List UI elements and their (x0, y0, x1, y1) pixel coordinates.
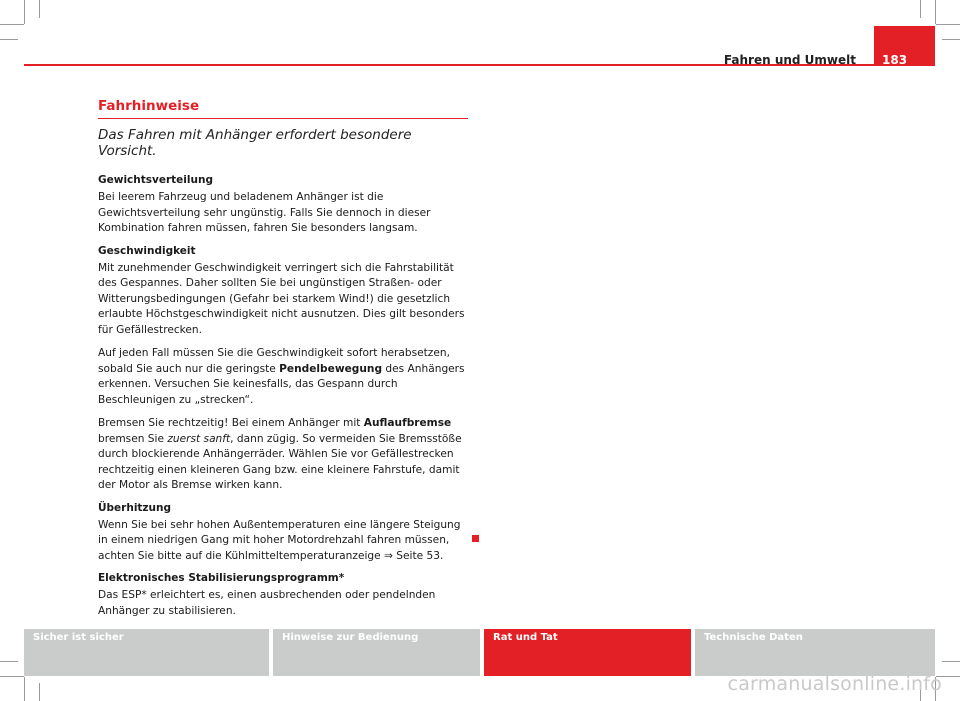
crop-mark (920, 0, 921, 18)
overheat-text: Wenn Sie bei sehr hohen Außentemperaturen eine längere Steigung in einem niedrigen Gang mit hoher Motordrehzahl fahren müssen, achten Sie bitte auf die Kühlmitteltemperaturanzeige ⇒ Seite 53. (98, 518, 461, 562)
tab-hinweise-zur-bedienung[interactable] (273, 629, 480, 676)
footer-tabs (24, 629, 935, 676)
section-title: Fahrhinweise (98, 98, 200, 114)
crop-mark (24, 677, 25, 701)
section-end-marker (472, 535, 479, 542)
crop-mark (0, 39, 18, 40)
crop-mark (942, 39, 960, 40)
crop-mark (0, 24, 24, 25)
watermark: carmanualsonline.info (727, 673, 942, 695)
tab-sicher-ist-sicher[interactable] (24, 629, 269, 676)
tab-label: Hinweise zur Bedienung (282, 632, 419, 643)
page-number: 183 (882, 53, 908, 67)
section-intro: Das Fahren mit Anhänger erfordert besondere Vorsicht. (98, 127, 412, 159)
esp-heading: Elektronisches Stabilisierungsprogramm* (98, 572, 345, 584)
speed-paragraph-1: Mit zunehmender Geschwindigkeit verringert sich die Fahrstabilität des Gespannes. Daher sollten Sie bei ungünstigen Straßen- oder Witterungsbedingungen (Gefahr bei starkem Wind!) die gesetzlich erlaubte Höchstgeschwindigkeit nicht ausnutzen. Dies gilt besonders für Gefällestrecken. (98, 261, 465, 336)
emphasis-auflaufbremse: Auflaufbremse (363, 417, 452, 429)
crop-mark (942, 661, 960, 662)
crop-mark (936, 24, 960, 25)
overheat-heading: Überhitzung (98, 501, 172, 514)
weight-heading: Gewichtsverteilung (98, 174, 213, 186)
tab-label: Technische Daten (704, 632, 803, 643)
crop-mark (935, 0, 936, 24)
emphasis-zuerst-sanft: zuerst sanft (167, 432, 231, 445)
tab-technische-daten[interactable] (695, 629, 935, 676)
text-run: , dann zügig. So vermeiden Sie Bremsstöße durch blockierende Anhängerräder. Wählen Sie vor Gefällestrecken rechtzeitig einen kleineren Gang bzw. eine kleinere Fahrstufe, damit der Motor als Bremse wirken kann. (98, 432, 462, 491)
chapter-title: Fahren und Umwelt (723, 53, 856, 67)
esp-text: Das ESP* erleichtert es, einen ausbrechenden oder pendelnden Anhänger zu stabilisieren. (98, 589, 436, 617)
crop-mark (0, 661, 18, 662)
speed-paragraph-2 (98, 346, 468, 408)
text-run: des Anhängers erkennen. Versuchen Sie keinesfalls, das Gespann durch Beschleunigen zu „strecken“. (98, 362, 465, 406)
tab-label: Rat und Tat (493, 632, 558, 643)
text-run: Auf jeden Fall müssen Sie die Geschwindigkeit sofort herabsetzen, sobald Sie auch nur die geringste (98, 347, 450, 375)
crop-mark (0, 676, 24, 677)
crop-mark (39, 0, 40, 18)
text-run: Bremsen Sie rechtzeitig! Bei einem Anhänger mit (98, 417, 364, 429)
tab-label: Sicher ist sicher (33, 632, 124, 643)
weight-text: Bei leerem Fahrzeug und beladenem Anhänger ist die Gewichtsverteilung sehr ungünstig. Falls Sie dennoch in dieser Kombination fahren müssen, fahren Sie besonders langsam. (98, 191, 431, 234)
speed-heading: Geschwindigkeit (98, 244, 196, 257)
main-content (98, 98, 468, 627)
text-run: bremsen Sie (98, 432, 168, 445)
section-rule (98, 118, 468, 119)
crop-mark (24, 0, 25, 24)
emphasis-pendelbewegung: Pendelbewegung (279, 362, 383, 375)
crop-mark (39, 683, 40, 701)
speed-paragraph-3 (98, 416, 468, 494)
tab-rat-und-tat[interactable] (484, 629, 691, 676)
